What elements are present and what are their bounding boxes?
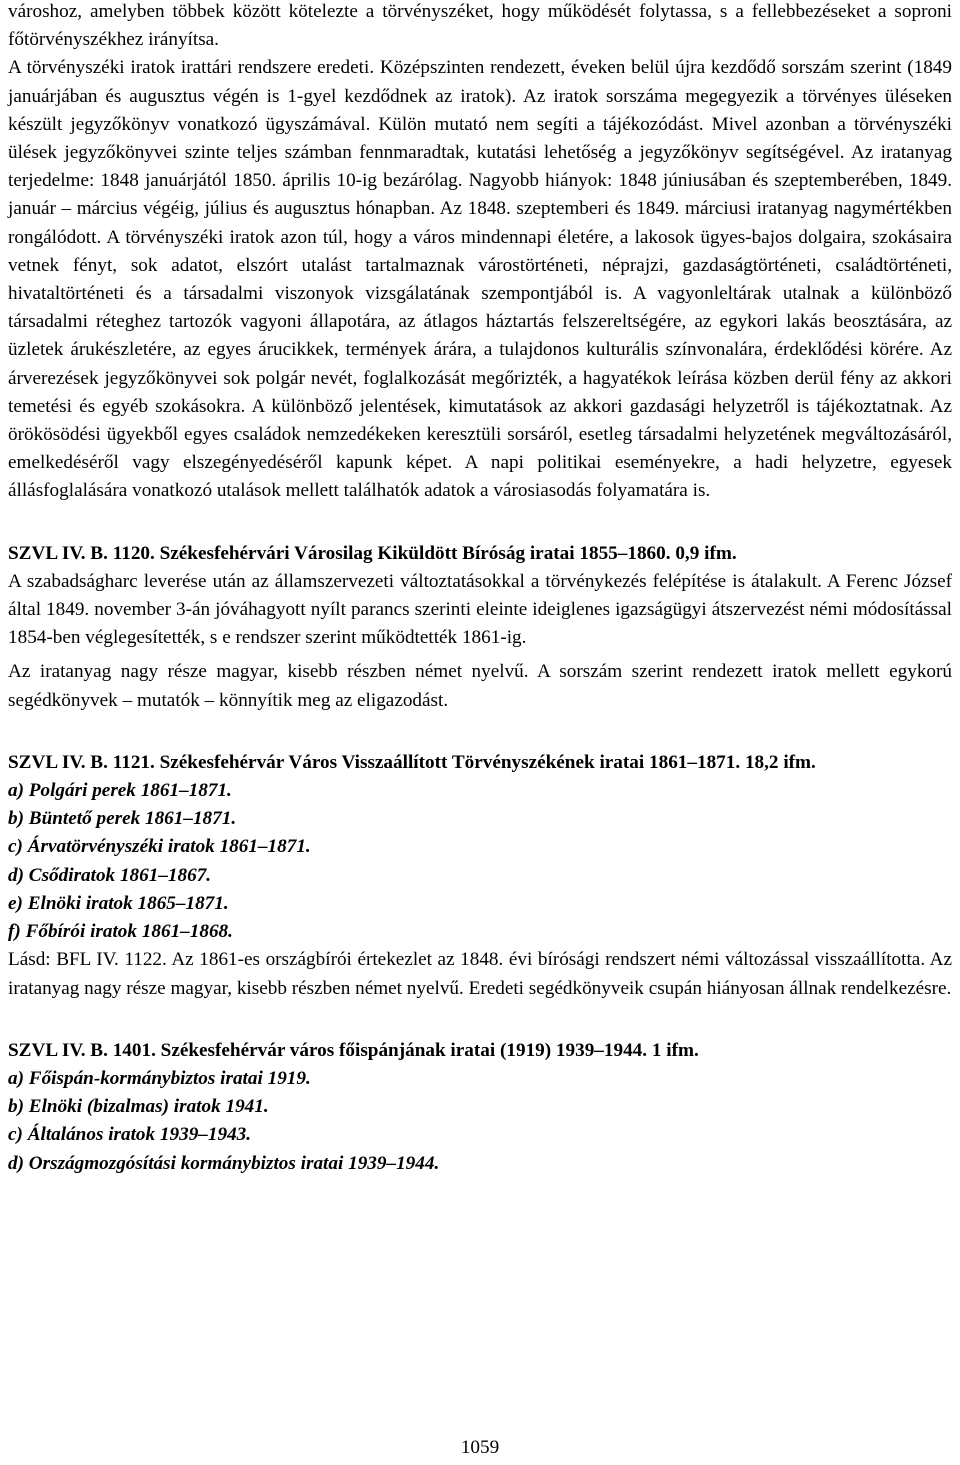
- intro-paragraph-2: A törvényszéki iratok irattári rendszere eredeti. Középszinten rendezett, éveken belül újra kezdődő sorszám szerint (1849 januárjában és augusztus végén is 1-gyel kezdődnek az iratok). Az iratok sorszáma megegyezik a törvényes üléseken készült jegyzőkönyv vonatkozó ügyszámával. Külön mutató nem segíti a tájékozódást. Mivel azonban a törvényszéki ülések jegyzőkönyvei szinte teljes számban fennmaradtak, kutatási lehetőség a jegyzőkönyv segítségével. Az iratanyag terjedelme: 1848 januárjától 1850. április 10-ig bezárólag. Nagyobb hiányok: 1848 júniusában és szeptemberében, 1849. január – március végéig, július és augusztus hónapban. Az 1848. szeptemberi és 1849. márciusi iratanyag nagymértékben rongálódott. A törvényszéki iratok azon túl, hogy a város mindennapi életére, a lakosok ügyes-bajos dolgaira, szokásaira vetnek fényt, sok adatot, elszórt utalást tartalmaznak várostörténeti, néprajzi, gazdaságtörténeti, családtörténeti, hivataltörténeti és a társadalmi viszonyok vizsgálatának szempontjából is. A vagyonleltárak utalnak a különböző társadalmi réteghez tartozók vagyoni állapotára, az átlagos háztartás felszereltségére, az egykori lakás beosztására, az üzletek árukészletére, az egyes árucikkek, termények árára, a tulajdonos kulturális színvonalára, érdeklődési körére. Az árverezések jegyzőkönyvei sok polgár nevét, foglalkozását megőrizték, a hagyatékok leírása közben derül fény az akkori temetési és egyéb szokásokra. A különböző jelentések, kimutatások az akkori gazdasági helyzetről is tájékoztatnak. Az örökösödési ügyekből egyes családok nemzedékeken keresztüli sorsáról, esetleg társadalmi helyzetének megváltozásáról, emelkedéséről vagy elszegényedéséről kapunk képet. A napi politikai eseményekre, a hadi helyzetre, egyesek állásfoglalására vonatkozó utalások mellett találhatók adatok a városiasodás folyamatára is.: [8, 57, 952, 502]
- section-1401-heading: SZVL IV. B. 1401. Székesfehérvár város főispánjának iratai (1919) 1939–1944. 1 ifm.: [8, 1039, 699, 1061]
- section-1120-paragraph-1: A szabadságharc leverése után az államszervezeti változtatásokkal a törvénykezés felépítése is átalakult. A Ferenc József által 1849. november 3-án jóváhagyott nyílt parancs szerinti eleinte ideiglenes igazságügyi átszervezést némi módosítással 1854-ben véglegesítették, s e rendszer szerint működtették 1861-ig.: [8, 570, 952, 649]
- section-1121-item-e: e) Elnöki iratok 1865–1871.: [8, 892, 229, 914]
- section-1120-heading: SZVL IV. B. 1120. Székesfehérvári Városilag Kiküldött Bíróság iratai 1855–1860. 0,9 ifm.: [8, 542, 737, 564]
- section-1401-item-c: c) Általános iratok 1939–1943.: [8, 1124, 252, 1146]
- section-1401-item-b: b) Elnöki (bizalmas) iratok 1941.: [8, 1096, 269, 1118]
- section-1121-item-a: a) Polgári perek 1861–1871.: [8, 780, 232, 802]
- section-1121-item-c: c) Árvatörvényszéki iratok 1861–1871.: [8, 836, 311, 858]
- section-1121-item-f: f) Főbírói iratok 1861–1868.: [8, 921, 233, 943]
- page-number: 1059: [460, 1437, 500, 1458]
- intro-paragraph-1: városhoz, amelyben többek között kötelezte a törvényszéket, hogy működését folytassa, s a fellebbezéseket a soproni főtörvényszékhez irányítsa.: [8, 1, 952, 51]
- section-1121-paragraph-1: Lásd: BFL IV. 1122. Az 1861-es országbírói értekezlet az 1848. évi bírósági rendszert némi változással visszaállította. Az iratanyag nagy része magyar, kisebb részben német nyelvű. Eredeti segédkönyveik csupán hiányosan állnak rendelkezésre.: [8, 949, 952, 999]
- section-1401-item-a: a) Főispán-kormánybiztos iratai 1919.: [8, 1067, 311, 1089]
- section-1120-paragraph-2: Az iratanyag nagy része magyar, kisebb részben német nyelvű. A sorszám szerint rendezett iratok mellett egykorú segédkönyvek – mutatók – könnyítik meg az eligazodást.: [8, 661, 952, 711]
- section-1401-item-d: d) Országmozgósítási kormánybiztos iratai 1939–1944.: [8, 1152, 440, 1174]
- section-1121-item-b: b) Büntető perek 1861–1871.: [8, 808, 237, 830]
- section-1121-item-d: d) Csődiratok 1861–1867.: [8, 864, 212, 886]
- section-1121-heading: SZVL IV. B. 1121. Székesfehérvár Város Visszaállított Törvényszékének iratai 1861–1871. 18,2 ifm.: [8, 751, 816, 773]
